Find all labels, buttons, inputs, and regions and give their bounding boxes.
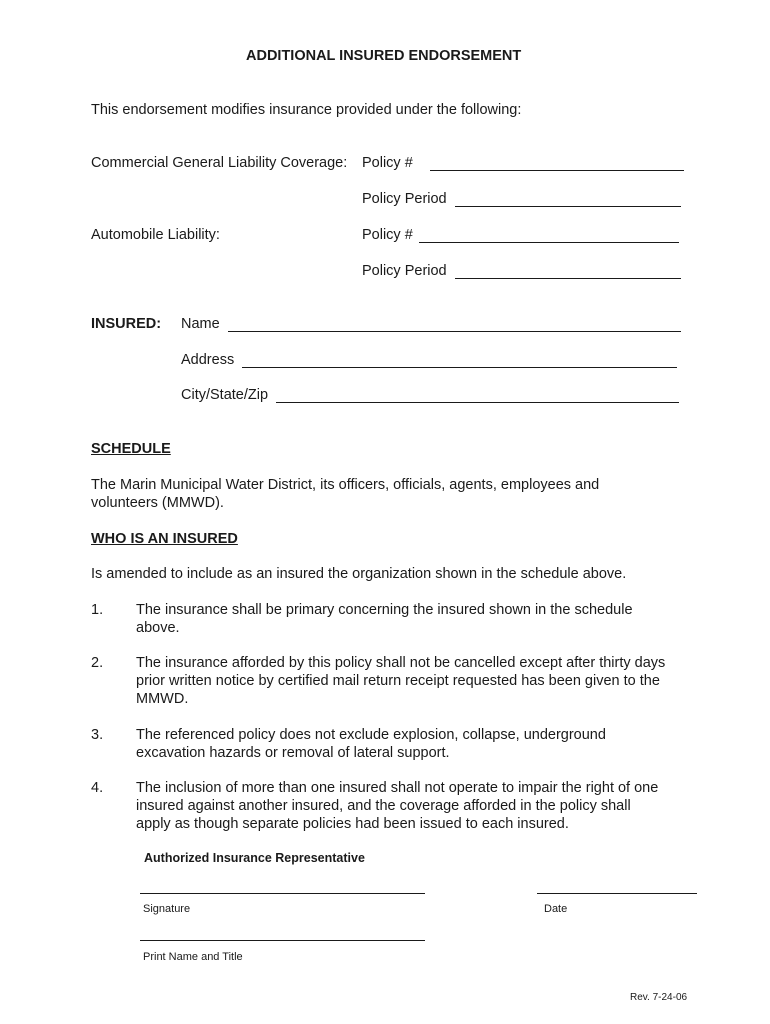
signature-label: Signature bbox=[143, 903, 191, 915]
list-item-text: The insurance afforded by this policy shall not be cancelled except after thirty days prior written notice by certified mail return receipt requested has been given to the MMWD. bbox=[136, 655, 666, 707]
cgl-period-label: Policy Period bbox=[362, 191, 447, 207]
list-item-number: 4. bbox=[91, 780, 104, 796]
auto-policy-label: Policy # bbox=[362, 227, 413, 243]
cgl-label: Commercial General Liability Coverage: bbox=[91, 155, 348, 171]
list-item-text: The inclusion of more than one insured shall not operate to impair the right of one insured against another insured, and the coverage afforded in the policy shall apply as though separate policies had been issued to each insured. bbox=[136, 780, 659, 832]
insured-label: INSURED: bbox=[91, 316, 162, 332]
date-label: Date bbox=[544, 903, 568, 915]
who-heading: WHO IS AN INSURED bbox=[91, 531, 238, 547]
page-title: ADDITIONAL INSURED ENDORSEMENT bbox=[246, 48, 522, 64]
intro-text: This endorsement modifies insurance provided under the following: bbox=[91, 102, 522, 118]
auto-policy-field[interactable] bbox=[419, 242, 679, 243]
cgl-period-field[interactable] bbox=[455, 206, 681, 207]
auto-label: Automobile Liability: bbox=[91, 227, 220, 243]
list-item-text: The insurance shall be primary concerning the insured shown in the schedule above. bbox=[136, 602, 633, 636]
signature-heading: Authorized Insurance Representative bbox=[144, 851, 365, 865]
who-text: Is amended to include as an insured the organization shown in the schedule above. bbox=[91, 566, 627, 582]
list-item-number: 3. bbox=[91, 727, 104, 743]
insured-name-field[interactable] bbox=[228, 331, 681, 332]
auto-period-label: Policy Period bbox=[362, 263, 447, 279]
cgl-policy-field[interactable] bbox=[430, 170, 684, 171]
signature-field[interactable] bbox=[140, 893, 425, 894]
list-item-text: The referenced policy does not exclude explosion, collapse, underground excavation hazards or removal of lateral support. bbox=[136, 727, 606, 761]
date-field[interactable] bbox=[537, 893, 697, 894]
cgl-policy-label: Policy # bbox=[362, 155, 413, 171]
insured-name-label: Name bbox=[181, 316, 220, 332]
print-name-label: Print Name and Title bbox=[143, 951, 243, 963]
auto-period-field[interactable] bbox=[455, 278, 681, 279]
print-name-field[interactable] bbox=[140, 940, 425, 941]
schedule-text: The Marin Municipal Water District, its officers, officials, agents, employees and volunteers (MMWD). bbox=[91, 477, 600, 511]
insured-address-label: Address bbox=[181, 352, 235, 368]
schedule-heading: SCHEDULE bbox=[91, 441, 171, 457]
insured-city-field[interactable] bbox=[276, 402, 679, 403]
insured-city-label: City/State/Zip bbox=[181, 387, 269, 403]
list-item-number: 1. bbox=[91, 602, 104, 618]
insured-address-field[interactable] bbox=[242, 367, 677, 368]
list-item-number: 2. bbox=[91, 655, 104, 671]
revision-label: Rev. 7-24-06 bbox=[630, 992, 688, 1003]
